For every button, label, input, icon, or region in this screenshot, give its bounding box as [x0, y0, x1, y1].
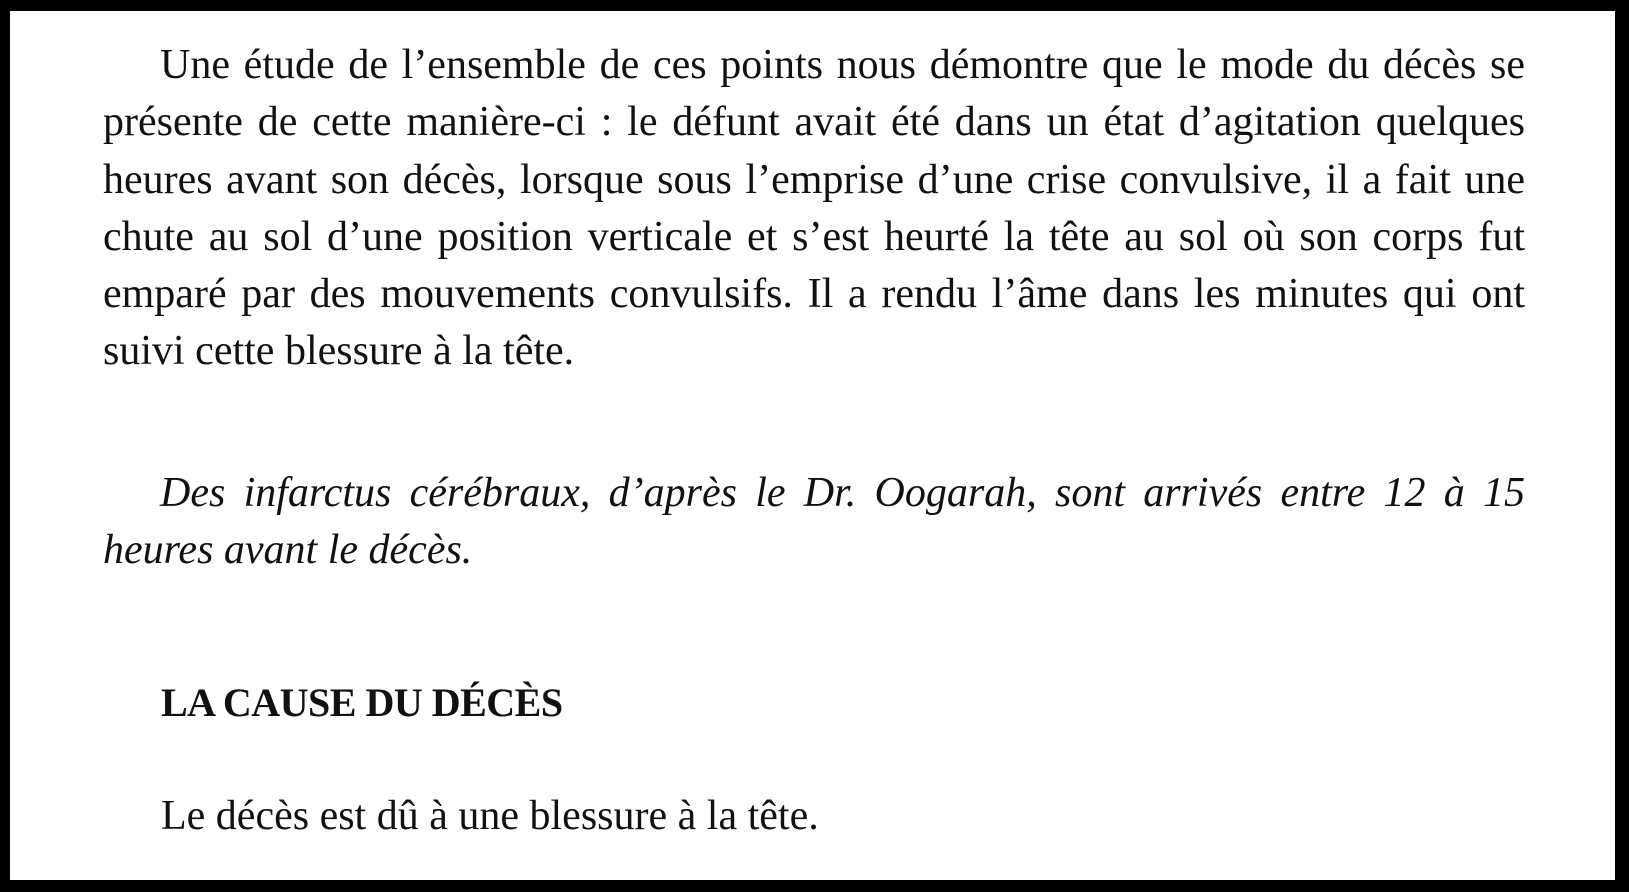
italic-paragraph: Des infarctus cérébraux, d’après le Dr. Oogarah, sont arrivés entre 12 à 15 heures avant le décès.: [103, 470, 1525, 574]
body-paragraph: Une étude de l’ensemble de ces points nous démontre que le mode du décès se présente de cette manière-ci : le défunt avait été dans un état d’agitation quelques heures avant son décès, lorsque sous l’emprise d’une crise convulsive, il a fait une chute au sol d’une position verticale et s’est heurté la tête au sol où son corps fut emparé par des mouvements convulsifs. Il a rendu l’âme dans les minutes qui ont suivi cette blessure à la tête.: [103, 42, 1525, 375]
conclusion-paragraph: Le décès est dû à une blessure à la tête.: [161, 793, 819, 839]
document-page: [10, 11, 1615, 880]
section-heading: LA CAUSE DU DÉCÈS: [161, 680, 563, 725]
